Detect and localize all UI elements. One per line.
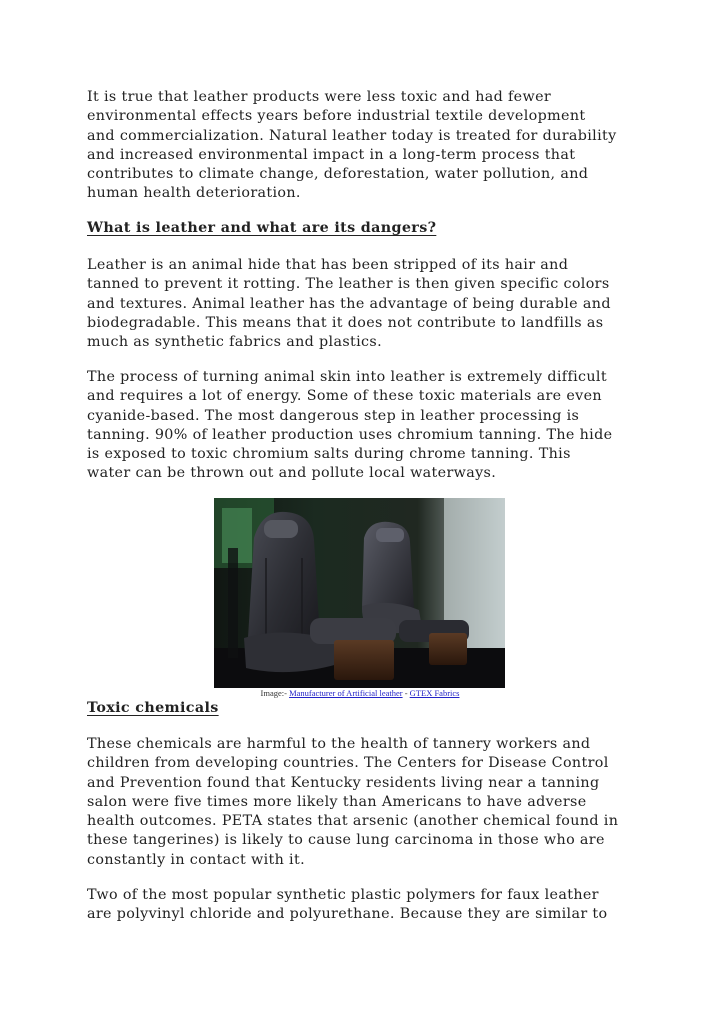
text-line: is exposed to toxic chromium salts during chrome tanning. This <box>87 446 571 463</box>
gtex-fabrics-link[interactable]: GTEX Fabrics <box>409 688 460 698</box>
text-line: Two of the most popular synthetic plastic polymers for faux leather <box>87 887 599 903</box>
text-line: are polyvinyl chloride and polyurethane. Because they are similar to <box>87 906 608 923</box>
leather-definition-paragraph <box>87 256 647 352</box>
text-line: salon were five times more likely than Americans to have adverse <box>87 793 587 810</box>
car-leather-seats-photo <box>214 498 505 688</box>
synthetic-polymers-paragraph <box>87 886 647 925</box>
text-line: cyanide-based. The most dangerous step in leather processing is <box>87 407 580 424</box>
text-line: health outcomes. PETA states that arsenic (another chemical found in <box>87 813 619 830</box>
caption-prefix: Image:- <box>260 688 290 698</box>
text-line: children from developing countries. The Centers for Disease Control <box>87 755 609 772</box>
text-line: The process of turning animal skin into leather is extremely difficult <box>87 369 607 385</box>
text-line: environmental effects years before industrial textile development <box>87 108 586 125</box>
text-line: These chemicals are harmful to the health of tannery workers and <box>87 736 591 752</box>
section-heading-leather-dangers: What is leather and what are its dangers? <box>87 220 437 236</box>
text-line: human health deterioration. <box>87 185 301 202</box>
caption-separator: - <box>402 688 410 698</box>
manufacturer-link[interactable]: Manufacturer of Artificial leather <box>289 688 403 698</box>
image-caption <box>0 688 720 699</box>
text-line: these tangerines) is likely to cause lung carcinoma in those who are <box>87 832 605 849</box>
text-line: biodegradable. This means that it does not contribute to landfills as <box>87 314 604 331</box>
text-line: Leather is an animal hide that has been stripped of its hair and <box>87 257 569 273</box>
text-line: water can be thrown out and pollute local waterways. <box>87 465 497 482</box>
text-line: and commercialization. Natural leather today is treated for durability <box>87 127 617 144</box>
text-line: constantly in contact with it. <box>87 851 305 868</box>
text-line: and requires a lot of energy. Some of these toxic materials are even <box>87 388 602 405</box>
text-line: much as synthetic fabrics and plastics. <box>87 334 382 351</box>
toxic-chemicals-paragraph <box>87 735 647 870</box>
tanning-process-paragraph <box>87 368 647 484</box>
text-line: and textures. Animal leather has the advantage of being durable and <box>87 295 611 312</box>
text-line: and Prevention found that Kentucky residents living near a tanning <box>87 774 600 791</box>
intro-paragraph <box>87 88 647 204</box>
text-line: tanning. 90% of leather production uses chromium tanning. The hide <box>87 426 613 443</box>
text-line: contributes to climate change, deforestation, water pollution, and <box>87 166 589 183</box>
text-line: It is true that leather products were less toxic and had fewer <box>87 89 552 105</box>
text-line: and increased environmental impact in a long-term process that <box>87 146 576 163</box>
section-heading-toxic-chemicals: Toxic chemicals <box>87 700 219 716</box>
text-line: tanned to prevent it rotting. The leather is then given specific colors <box>87 276 610 293</box>
